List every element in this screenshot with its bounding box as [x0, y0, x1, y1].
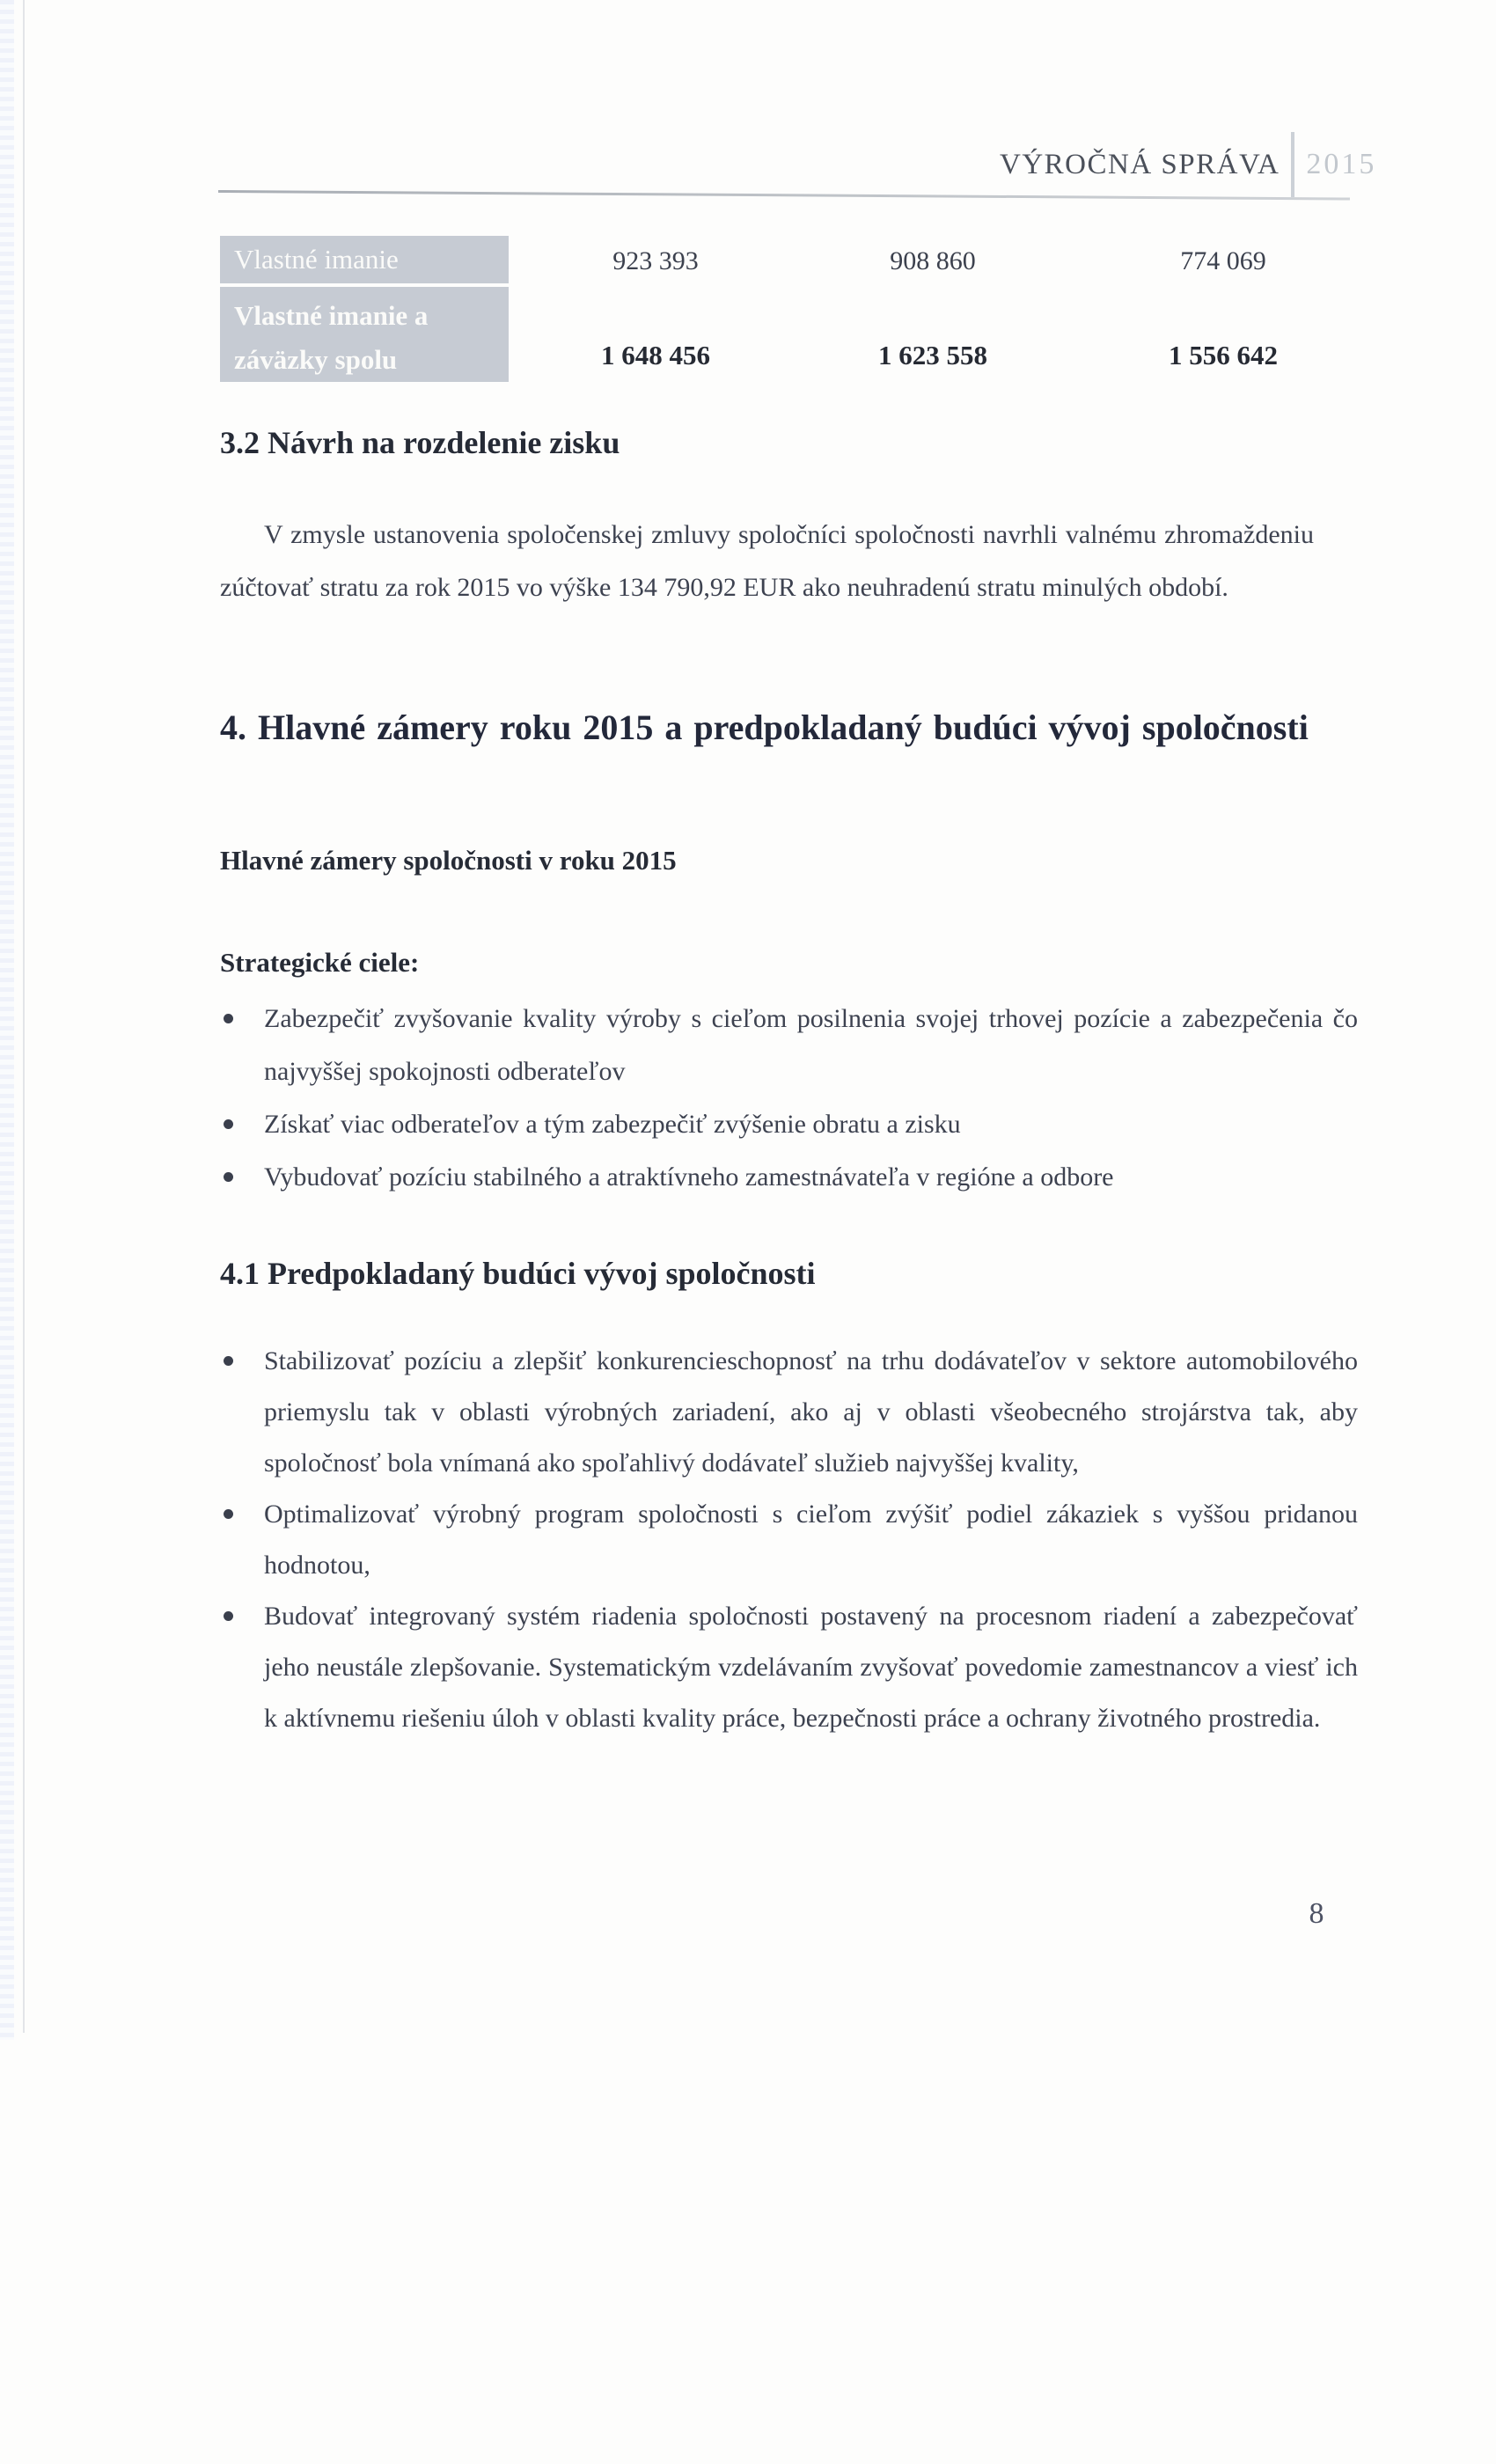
- balance-table-fragment: [220, 234, 1311, 385]
- section-heading-3-2: 3.2 Návrh na rozdelenie zisku: [220, 425, 620, 460]
- header-divider: [1291, 132, 1294, 197]
- scan-edge-artifact: [0, 0, 14, 2040]
- page-number: 8: [1309, 1897, 1324, 1930]
- table-cell: 908 860: [890, 246, 976, 275]
- report-year: 2015: [1306, 148, 1377, 180]
- table-cell: 1 648 456: [601, 340, 710, 370]
- list-item: Získať viac odberateľov a tým zabezpečiť zvýšenie obratu a zisku: [264, 1098, 1358, 1151]
- section-4-subheading: Hlavné zámery spoločnosti v roku 2015: [220, 845, 677, 876]
- list-item: Vybudovať pozíciu stabilného a atraktívneho zamestnávateľa v regióne a odbore: [264, 1151, 1358, 1204]
- scan-edge-line: [23, 0, 25, 2033]
- page-header: [1000, 132, 1376, 197]
- list-item: Stabilizovať pozíciu a zlepšiť konkurencieschopnosť na trhu dodávateľov v sektore automobilového priemyslu tak v oblasti výrobných zariadení, ako aj v oblasti všeobecného strojárstva tak, aby spoločnosť bola vnímaná ako spoľahlivý dodávateľ služieb najvyššej kvality,: [264, 1336, 1358, 1489]
- list-item: Optimalizovať výrobný program spoločnosti s cieľom zvýšiť podiel zákaziek s vyššou pridanou hodnotou,: [264, 1489, 1358, 1591]
- list-item: Budovať integrovaný systém riadenia spoločnosti postavený na procesnom riadení a zabezpečovať jeho neustále zlepšovanie. Systematickým vzdelávaním zvyšovať povedomie zamestnancov a viesť ich k aktívnemu riešeniu úloh v oblasti kvality práce, bezpečnosti práce a ochrany životného prostredia.: [264, 1591, 1358, 1744]
- table-row-label: Vlastné imanie a záväzky spolu: [220, 287, 509, 382]
- table-row-label: Vlastné imanie: [220, 236, 509, 283]
- list-item: Zabezpečiť zvyšovanie kvality výroby s cieľom posilnenia svojej trhovej pozície a zabezpečenia čo najvyššej spokojnosti odberateľov: [264, 993, 1358, 1098]
- report-title: VÝROČNÁ SPRÁVA: [1000, 149, 1280, 180]
- table-cell: 1 623 558: [878, 340, 987, 370]
- table-cell: 774 069: [1180, 246, 1266, 275]
- strategic-goals-list: [220, 993, 1358, 1204]
- strategic-goals-heading: Strategické ciele:: [220, 947, 420, 978]
- section-heading-4: 4. Hlavné zámery roku 2015 a predpokladaný budúci vývoj spoločnosti: [220, 708, 1309, 747]
- table-cell: 923 393: [612, 246, 699, 275]
- section-heading-4-1: 4.1 Predpokladaný budúci vývoj spoločnosti: [220, 1256, 816, 1291]
- future-development-list: [220, 1336, 1358, 1744]
- section-3-2-paragraph: V zmysle ustanovenia spoločenskej zmluvy spoločníci spoločnosti navrhli valnému zhromaždeniu zúčtovať stratu za rok 2015 vo výške 134 790,92 EUR ako neuhradenú stratu minulých období.: [220, 520, 1314, 602]
- table-cell: 1 556 642: [1169, 340, 1278, 370]
